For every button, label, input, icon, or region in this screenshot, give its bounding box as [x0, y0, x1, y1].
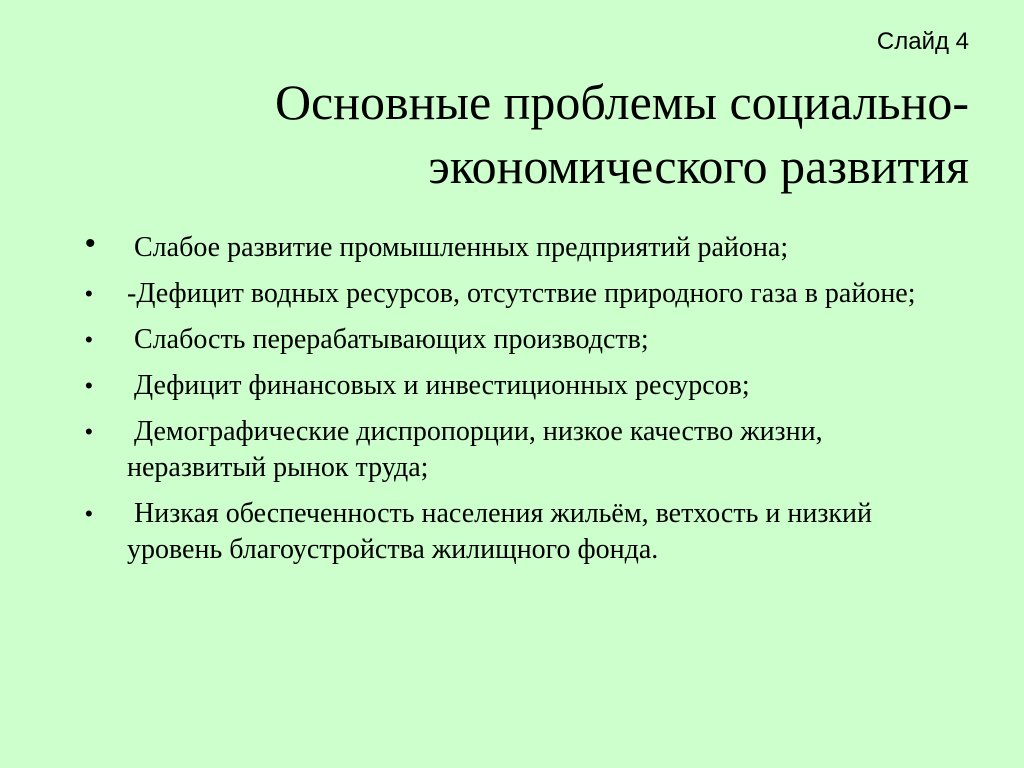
slide-number: Слайд 4 — [876, 28, 969, 55]
bullet-dot-icon: • — [85, 373, 93, 398]
bullet-text: Низкая обеспеченность населения жильём, ветхость и низкий уровень благоустройства жилищного фонда. — [127, 498, 879, 565]
bullet-item — [85, 276, 945, 312]
bullet-text: -Дефицит водных ресурсов, отсутствие природного газа в районе; — [127, 278, 916, 309]
slide-title-line-2: экономического развития — [428, 138, 969, 194]
bullet-list — [85, 227, 945, 578]
bullet-text: Слабое развитие промышленных предприятий района; — [127, 232, 789, 263]
bullet-dot-icon: • — [85, 419, 93, 444]
bullet-item — [85, 227, 945, 266]
bullet-dot-icon: • — [85, 227, 96, 260]
slide-title — [69, 70, 969, 198]
bullet-item — [85, 322, 945, 358]
bullet-item — [85, 414, 945, 486]
bullet-text: Демографические диспропорции, низкое качество жизни, неразвитый рынок труда; — [127, 416, 830, 483]
bullet-item — [85, 496, 945, 568]
bullet-item — [85, 368, 945, 404]
bullet-text: Дефицит финансовых и инвестиционных ресурсов; — [127, 370, 750, 401]
bullet-dot-icon: • — [85, 501, 93, 526]
slide-title-line-1: Основные проблемы социально- — [274, 74, 969, 130]
bullet-dot-icon: • — [85, 281, 93, 306]
bullet-dot-icon: • — [85, 327, 93, 352]
bullet-text: Слабость перерабатывающих производств; — [127, 324, 649, 355]
